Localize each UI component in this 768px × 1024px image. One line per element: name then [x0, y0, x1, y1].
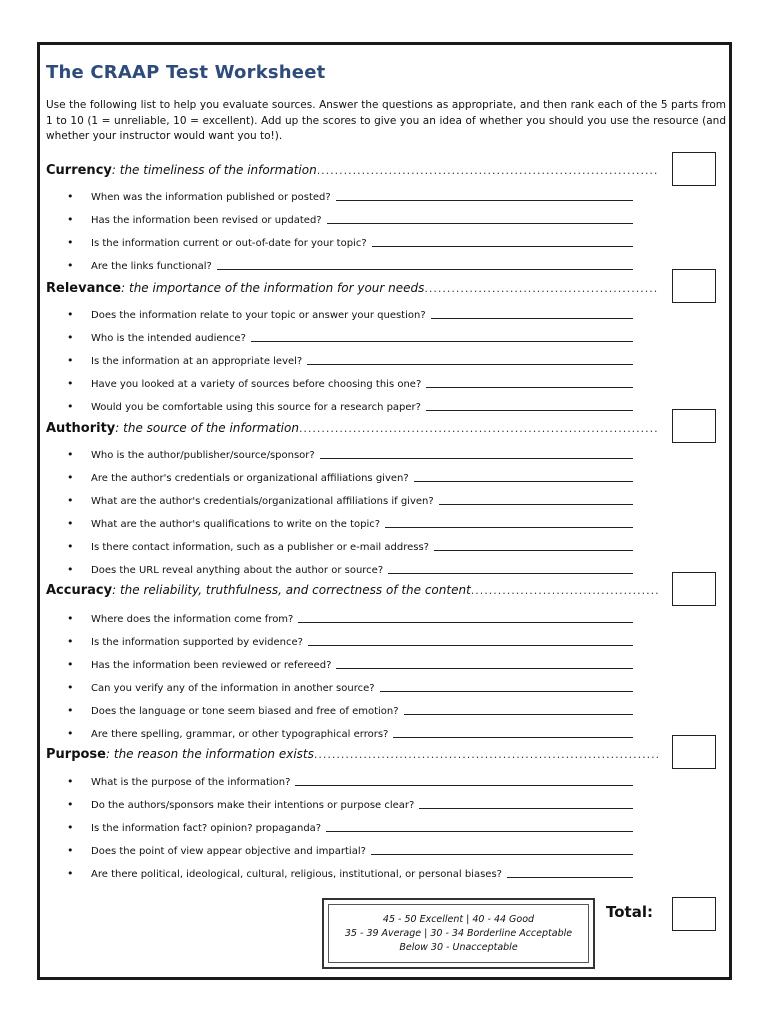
section-description: : the reason the information exists: [106, 747, 314, 761]
question-text: Is the information supported by evidence?: [91, 637, 303, 648]
answer-line[interactable]: [393, 737, 633, 738]
worksheet-title: The CRAAP Test Worksheet: [46, 62, 326, 83]
bullet-icon: •: [67, 308, 74, 321]
bullet-icon: •: [67, 331, 74, 344]
answer-line[interactable]: [426, 410, 633, 411]
question-item: [67, 445, 633, 461]
total-label: Total:: [606, 903, 653, 921]
total-score-box[interactable]: [672, 897, 716, 931]
dot-leader: [471, 584, 658, 597]
worksheet-border: [37, 42, 732, 980]
scale-line: Below 30 - Unacceptable: [399, 941, 518, 953]
answer-line[interactable]: [419, 808, 633, 809]
bullet-icon: •: [67, 377, 74, 390]
question-item: [67, 328, 633, 344]
bullet-icon: •: [67, 354, 74, 367]
answer-line[interactable]: [388, 573, 633, 574]
answer-line[interactable]: [298, 622, 633, 623]
instructions-text: Use the following list to help you evaluate sources. Answer the questions as appropriate, and then rank each of the 5 parts from 1 to 10 (1 = unreliable, 10 = excellent). Add up the scores to give you an idea of whether you should you use the resource (and whether your instructor would want you to!).: [46, 99, 726, 142]
question-text: Are there spelling, grammar, or other typographical errors?: [91, 729, 389, 740]
answer-line[interactable]: [439, 504, 633, 505]
section-heading-accuracy: [46, 583, 658, 601]
question-item: [67, 491, 633, 507]
dot-leader: [317, 164, 658, 177]
bullet-icon: •: [67, 400, 74, 413]
scale-line: 45 - 50 Excellent | 40 - 44 Good: [382, 913, 535, 925]
scale-line: 35 - 39 Average | 30 - 34 Borderline Acceptable: [344, 927, 573, 939]
answer-line[interactable]: [336, 668, 633, 669]
answer-line[interactable]: [431, 318, 633, 319]
score-box-accuracy[interactable]: [672, 572, 716, 606]
answer-line[interactable]: [414, 481, 633, 482]
section-name: Accuracy: [46, 583, 113, 598]
answer-line[interactable]: [380, 691, 633, 692]
bullet-icon: •: [67, 635, 74, 648]
bullet-icon: •: [67, 236, 74, 249]
section-heading-relevance: [46, 281, 658, 299]
question-item: [67, 256, 633, 272]
section-description: : the source of the information: [115, 421, 299, 435]
question-item: [67, 632, 633, 648]
question-text: What are the author's qualifications to write on the topic?: [91, 519, 381, 530]
answer-line[interactable]: [320, 458, 633, 459]
answer-line[interactable]: [372, 246, 633, 247]
question-text: Is the information at an appropriate level?: [91, 356, 303, 367]
answer-line[interactable]: [217, 269, 633, 270]
answer-line[interactable]: [295, 785, 633, 786]
bullet-icon: •: [67, 798, 74, 811]
score-box-authority[interactable]: [672, 409, 716, 443]
question-item: [67, 772, 633, 788]
question-text: Has the information been revised or updated?: [91, 215, 322, 226]
section-name: Purpose: [46, 747, 106, 762]
question-item: [67, 537, 633, 553]
section-name: Relevance: [46, 281, 122, 296]
bullet-icon: •: [67, 517, 74, 530]
score-box-currency[interactable]: [672, 152, 716, 186]
section-name: Currency: [46, 163, 112, 178]
question-text: Does the information relate to your topic or answer your question?: [91, 310, 426, 321]
bullet-icon: •: [67, 844, 74, 857]
answer-line[interactable]: [434, 550, 633, 551]
question-text: Who is the intended audience?: [91, 333, 246, 344]
dot-leader: [424, 282, 658, 295]
question-text: Can you verify any of the information in another source?: [91, 683, 375, 694]
question-item: [67, 724, 633, 740]
score-box-purpose[interactable]: [672, 735, 716, 769]
question-text: Is there contact information, such as a publisher or e-mail address?: [91, 542, 429, 553]
question-item: [67, 210, 633, 226]
question-text: Who is the author/publisher/source/sponsor?: [91, 450, 315, 461]
answer-line[interactable]: [307, 364, 633, 365]
bullet-icon: •: [67, 540, 74, 553]
bullet-icon: •: [67, 563, 74, 576]
question-item: [67, 468, 633, 484]
question-item: [67, 678, 633, 694]
answer-line[interactable]: [251, 341, 633, 342]
question-text: Has the information been reviewed or refereed?: [91, 660, 332, 671]
question-text: Does the point of view appear objective and impartial?: [91, 846, 366, 857]
answer-line[interactable]: [336, 200, 633, 201]
question-item: [67, 841, 633, 857]
bullet-icon: •: [67, 448, 74, 461]
question-item: [67, 818, 633, 834]
question-item: [67, 609, 633, 625]
bullet-icon: •: [67, 190, 74, 203]
section-description: : the timeliness of the information: [111, 163, 317, 177]
answer-line[interactable]: [404, 714, 633, 715]
question-text: Do the authors/sponsors make their intentions or purpose clear?: [91, 800, 415, 811]
bullet-icon: •: [67, 213, 74, 226]
question-item: [67, 560, 633, 576]
section-heading-currency: [46, 163, 658, 181]
answer-line[interactable]: [385, 527, 633, 528]
section-heading-purpose: [46, 747, 658, 765]
question-item: [67, 864, 633, 880]
score-box-relevance[interactable]: [672, 269, 716, 303]
section-name: Authority: [46, 421, 116, 436]
question-text: Have you looked at a variety of sources before choosing this one?: [91, 379, 422, 390]
bullet-icon: •: [67, 704, 74, 717]
bullet-icon: •: [67, 259, 74, 272]
scoring-legend-inner: [328, 904, 589, 963]
scoring-legend: [322, 898, 595, 969]
answer-line[interactable]: [426, 387, 633, 388]
question-text: Are the author's credentials or organizational affiliations given?: [91, 473, 409, 484]
question-text: Does the language or tone seem biased and free of emotion?: [91, 706, 399, 717]
bullet-icon: •: [67, 471, 74, 484]
section-description: : the importance of the information for your needs: [121, 281, 425, 295]
question-text: Where does the information come from?: [91, 614, 294, 625]
answer-line[interactable]: [326, 831, 633, 832]
bullet-icon: •: [67, 612, 74, 625]
question-item: [67, 187, 633, 203]
answer-line[interactable]: [308, 645, 633, 646]
question-item: [67, 351, 633, 367]
question-text: Would you be comfortable using this source for a research paper?: [91, 402, 421, 413]
question-text: What is the purpose of the information?: [91, 777, 291, 788]
bullet-icon: •: [67, 821, 74, 834]
question-text: When was the information published or posted?: [91, 192, 331, 203]
question-text: Does the URL reveal anything about the author or source?: [91, 565, 384, 576]
dot-leader: [314, 748, 658, 761]
bullet-icon: •: [67, 658, 74, 671]
question-item: [67, 701, 633, 717]
question-item: [67, 795, 633, 811]
dot-leader: [299, 422, 658, 435]
section-heading-authority: [46, 421, 658, 439]
bullet-icon: •: [67, 867, 74, 880]
answer-line[interactable]: [327, 223, 633, 224]
question-item: [67, 305, 633, 321]
bullet-icon: •: [67, 494, 74, 507]
question-text: Is the information fact? opinion? propaganda?: [91, 823, 322, 834]
answer-line[interactable]: [507, 877, 633, 878]
question-text: Are the links functional?: [91, 261, 212, 272]
question-item: [67, 233, 633, 249]
answer-line[interactable]: [371, 854, 633, 855]
section-description: : the reliability, truthfulness, and correctness of the content: [112, 583, 471, 597]
question-item: [67, 374, 633, 390]
bullet-icon: •: [67, 681, 74, 694]
question-text: What are the author's credentials/organizational affiliations if given?: [91, 496, 434, 507]
question-item: [67, 655, 633, 671]
question-text: Is the information current or out-of-date for your topic?: [91, 238, 367, 249]
question-item: [67, 514, 633, 530]
bullet-icon: •: [67, 727, 74, 740]
question-text: Are there political, ideological, cultural, religious, institutional, or personal biases?: [91, 869, 502, 880]
bullet-icon: •: [67, 775, 74, 788]
question-item: [67, 397, 633, 413]
